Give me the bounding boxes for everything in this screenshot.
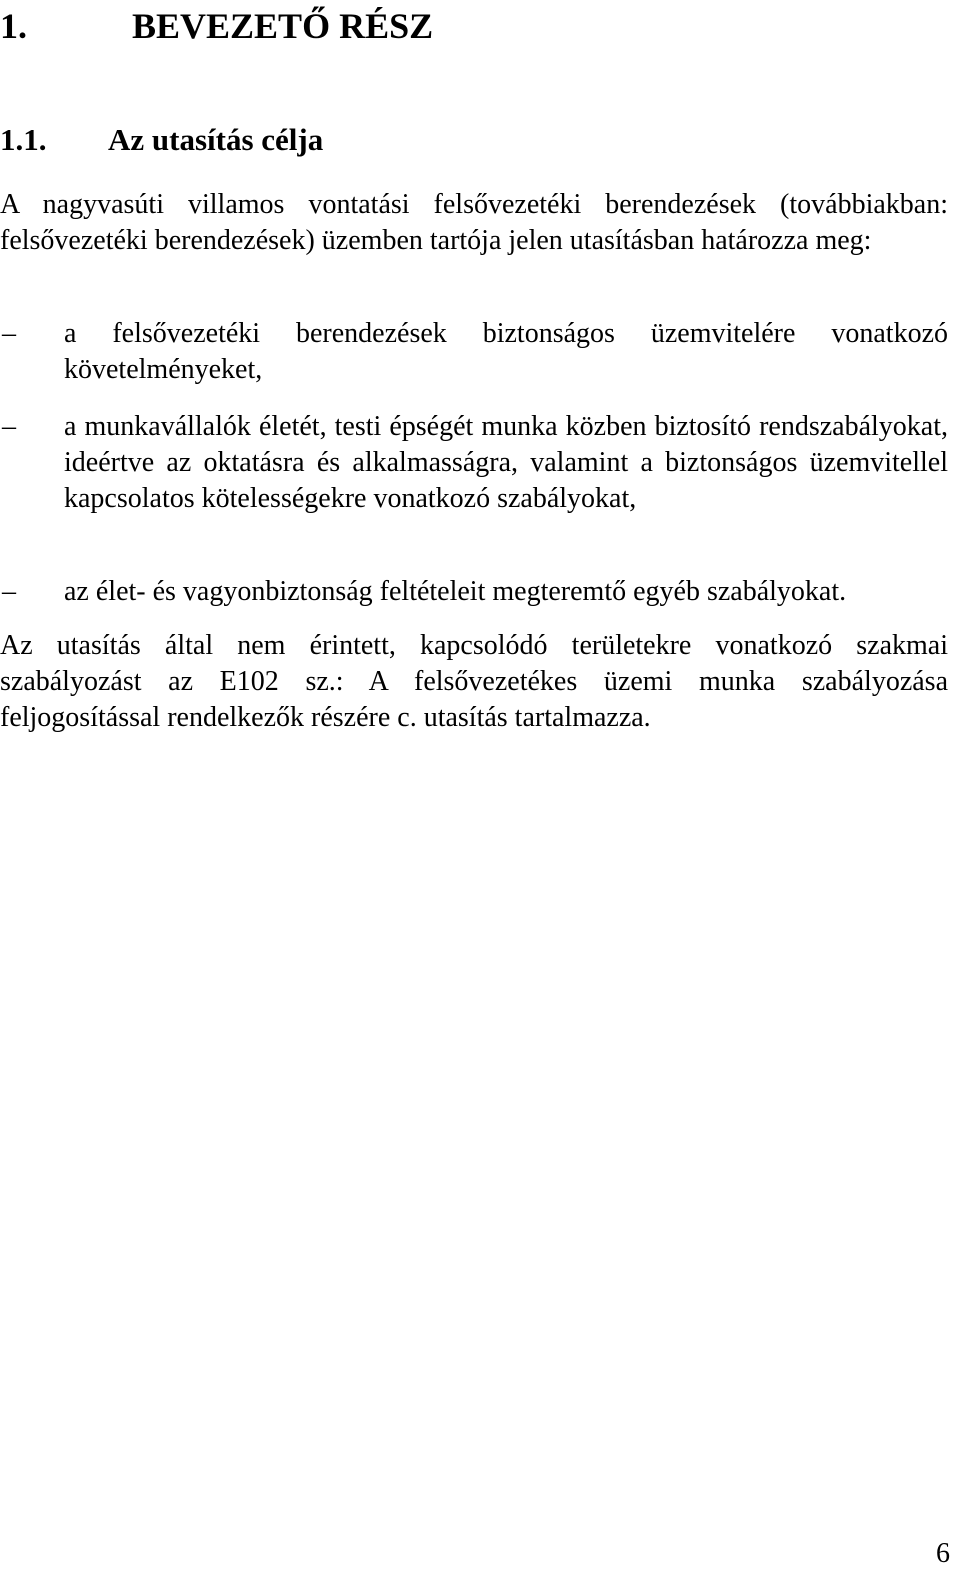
closing-paragraph: Az utasítás által nem érintett, kapcsolódó területekre vonatkozó szakmai szabályozást az E102 sz.: A felsővezetékes üzemi munka szabályozása feljogosítással rendelkezők részére c. utasítás tartalmazza. <box>0 630 948 733</box>
chapter-number: 1. <box>0 6 27 46</box>
list-item-text: a felsővezetéki berendezések biztonságos üzemvitelére vonatkozó követelményeket, <box>64 318 948 385</box>
list-item-text: a munkavállalók életét, testi épségét munka közben biztosító rendszabályokat, ideértve az oktatásra és alkalmasságra, valamint a biztonságos üzemvitellel kapcsolatos kötelességekre vonatkozó szabályokat, <box>64 411 948 514</box>
intro-paragraph: A nagyvasúti villamos vontatási felsővezetéki berendezések (továbbiakban: felsővezetéki berendezések) üzemben tartója jelen utasításban határozza meg: <box>0 189 948 256</box>
list-dash-marker: – <box>2 318 16 349</box>
page-number: 6 <box>936 1538 950 1569</box>
chapter-heading <box>0 4 433 48</box>
list-dash-marker: – <box>2 576 16 607</box>
section-number: 1.1. <box>0 122 47 157</box>
list-item-text: az élet- és vagyonbiztonság feltételeit megteremtő egyéb szabályokat. <box>64 576 847 607</box>
chapter-title: BEVEZETŐ RÉSZ <box>132 6 434 46</box>
section-title: Az utasítás célja <box>108 122 324 157</box>
section-heading <box>0 120 323 160</box>
list-dash-marker: – <box>2 411 16 442</box>
